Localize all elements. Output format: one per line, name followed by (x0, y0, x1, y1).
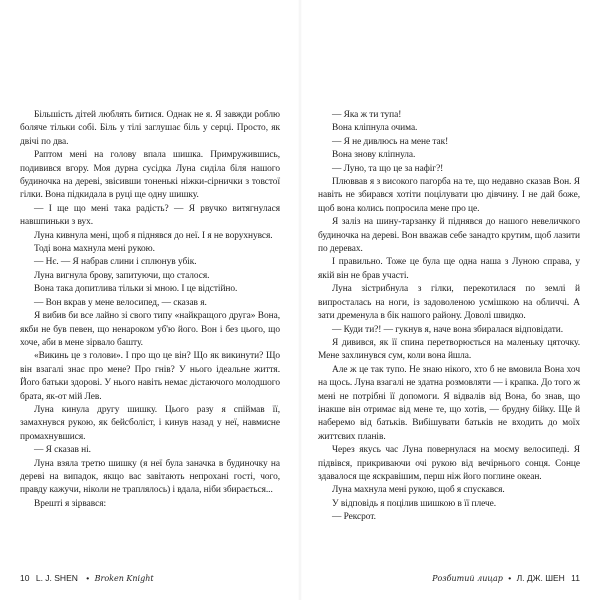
paragraph: Луна взяла третю шишку (я неї була заначка в будиночку на дереві на випадок, якщо вас завітають непрохані гості, чого, правду кажучи, ніколи не траплялось) і вдала, ніби збирається... (20, 458, 280, 496)
paragraph: — Нє. — Я набрав слини і сплюнув убік. (34, 257, 197, 268)
footer-separator: • (508, 573, 512, 583)
page-gutter (298, 0, 302, 600)
paragraph: У відповідь я поцілив шишкою в її плече. (332, 498, 497, 509)
footer-book-title: Broken Knight (94, 574, 154, 583)
paragraph: — Куди ти?! — гукнув я, наче вона збиралася відповідати. (332, 324, 564, 335)
paragraph: — Вон вкрав у мене велосипед, — сказав я. (34, 297, 207, 308)
footer-author: L. J. SHEN (35, 573, 78, 583)
paragraph: — Я сказав ні. (34, 445, 91, 456)
paragraph: Я заліз на шину-тарзанку й піднявся до нашого невеличкого будиночка на дереві. Вон вважав себе занадто крутим, щоб лазити по деревах. (318, 217, 580, 255)
left-page (20, 109, 280, 511)
paragraph: Я вибив би все лайно зі свого типу «найкращого друга» Вона, якби не був певен, що ненароком уб'ю його. Вон і без цього, що хоче, аби в мене зірвало башту. (20, 311, 280, 348)
page-number: 11 (571, 573, 580, 583)
paragraph: Луна кинула другу шишку. Цього разу я спіймав її, замахнувся рукою, як бейсболіст, і кинув назад у неї, навмисне промахнувшися. (20, 404, 280, 442)
right-page (318, 109, 580, 525)
footer-book-title: Розбитий лицар (432, 574, 503, 583)
right-page-footer (432, 573, 580, 583)
paragraph: Луна вигнула брову, запитуючи, що сталося. (34, 270, 210, 281)
paragraph: — Я не дивлюсь на мене так! (332, 136, 449, 147)
footer-separator: • (86, 573, 90, 583)
paragraph: Тоді вона махнула мені рукою. (34, 244, 155, 255)
paragraph: Врешті я зірвався: (34, 498, 107, 509)
footer-author: Л. ДЖ. ШЕН (516, 573, 565, 583)
paragraph: — Яка ж ти тупа! (332, 110, 402, 120)
paragraph: Більшість дітей люблять битися. Однак не я. Я завжди роблю боляче тільки собі. Біль у тілі заглушає біль у серці. Просто, як двічі по два. (20, 110, 280, 147)
left-page-footer (20, 573, 154, 583)
paragraph: — І ще що мені така радість? — Я рвучко витягнулася навшпиньки з вух. (20, 203, 280, 228)
paragraph: Але ж це так тупо. Не знаю нікого, хто б не вмовила Вона хоч на щось. Луна взагалі не здатна розмовляти — і крапка. До того ж мені не потрібні її допомоги. Я відвалів від Вона, бо знав, що інакше він отримає від мене те, що хотів, — брудну бійку. Ще й наберемо від батьків. Вибішувати батьків не входить до моїх життєвих планів. (318, 364, 580, 442)
paragraph: Через якусь час Луна повернулася на моєму велосипеді. Я підвівся, прикриваючи очі рукою від вечірнього сонця. Сонце здавалося ще яскравішим, перш ніж його поглине океан. (318, 445, 580, 482)
paragraph: Вона знову кліпнула. (332, 150, 416, 161)
paragraph: Луна зістрибнула з гілки, перекотилася по землі й випросталась на ноги, із задоволеною усмішкою на обличчі. А зати дременула в бік нашого району. Доволі швидко. (318, 284, 580, 322)
paragraph: — Рексрот. (332, 512, 376, 523)
paragraph: Вона кліпнула очима. (332, 123, 418, 134)
paragraph: Раптом мені на голову впала шишка. Примружившись, подивився вгору. Моя дурна сусідка Луна сиділа біля нашого будиночка на дереві, звісивши тоненькі ніжки-сірнички з товстої гілки. Вона підкидала в руці ще одну шишку. (20, 150, 280, 201)
paragraph: Луна махнула мені рукою, щоб я спускався. (332, 485, 505, 496)
paragraph: Луна кивнула мені, щоб я піднявся до неї. І я не ворухнувся. (34, 230, 273, 241)
paragraph: Вона така допитлива тільки зі мною. І це відстійно. (34, 284, 238, 295)
paragraph: Я дивився, як її спина перетворюється на маленьку цяточку. Мене захлинувся сум, коли вона йшла. (318, 337, 580, 362)
paragraph: «Викинь це з голови». І про що це він? Що як викинути? Що він взагалі знає про мене? Про гнів? У нього ідеальне життя. Його батьки здорові. У нього навіть немає дістаючого молодшого брата, як-от мій Лев. (20, 351, 280, 402)
paragraph: І правильно. Тоже це була ще одна наша з Луною справа, у якій він не брав участі. (318, 257, 580, 281)
paragraph: Плюввав я з високого пагорба на те, що недавно сказав Вон. Я навіть не збирався хотіти поцілувати цю дівчину. І не дай боже, щоб вона колись попросила мене про це. (318, 177, 580, 214)
page-number: 10 (20, 573, 30, 583)
paragraph: — Луно, та що це за нафіг?! (332, 163, 444, 174)
